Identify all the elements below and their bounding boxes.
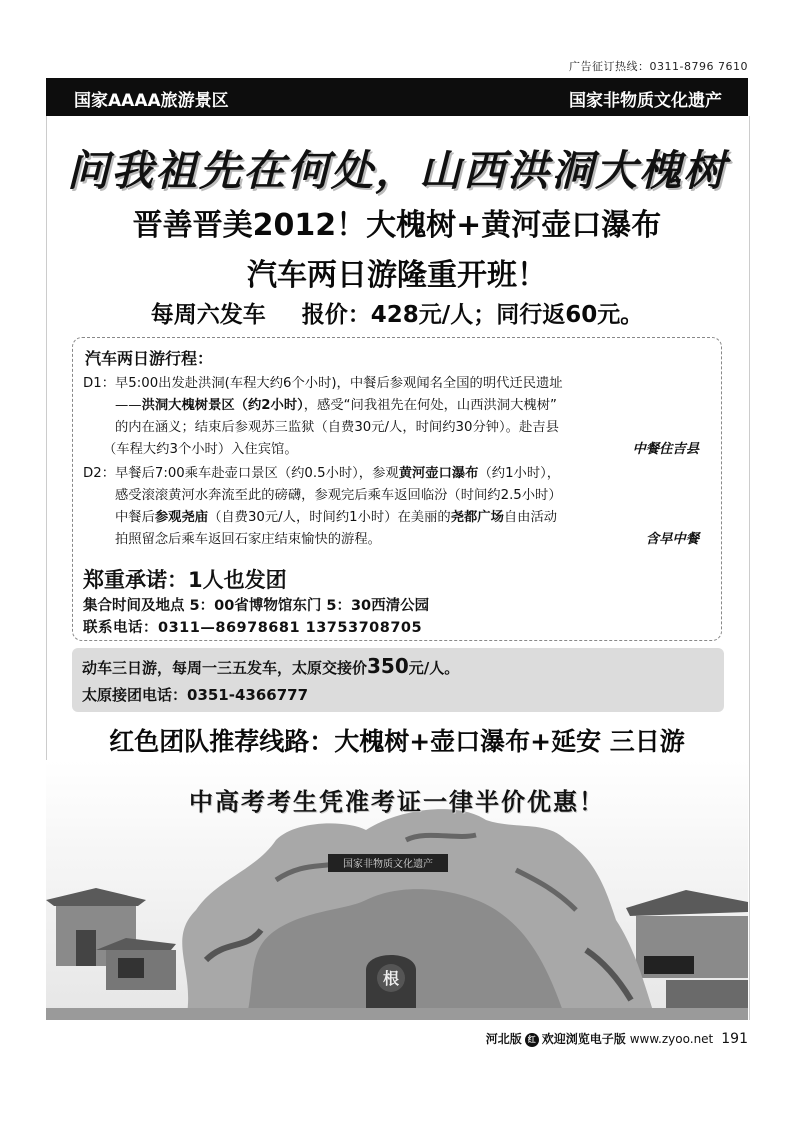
headline-1: 晋善晋美2012！大槐树+黄河壶口瀑布 [132, 208, 662, 243]
slogan: 问我祖先在何处，山西洪洞大槐树 [66, 146, 727, 195]
train-price: 350 [367, 654, 409, 678]
promise: 郑重承诺：1人也发团 [83, 568, 287, 592]
contact-phone: 联系电话：0311—86978681 13753708705 [83, 620, 423, 636]
plaque-text: 国家非物质文化遗产 [343, 859, 433, 870]
day1-line4: （车程大约3个小时）入住宾馆。 [103, 442, 298, 457]
hotline: 广告征订热线：0311-8796 7610 [569, 60, 748, 73]
itinerary-box [72, 337, 722, 641]
day2-meals: 含早中餐 [645, 532, 699, 547]
train-tour-line2: 太原接团电话：0351-4366777 [82, 686, 309, 704]
meeting-info: 集合时间及地点 5：00省博物馆东门 5：30西清公园 [83, 598, 430, 614]
day1-line2: ——洪洞大槐树景区（约2小时），感受“问我祖先在何处，山西洪洞大槐树” [115, 398, 557, 413]
gate-character: 根 [382, 969, 400, 988]
day1-line1: D1：早5:00出发赴洪洞(车程大约6个小时)，中餐后参观闻名全国的明代迁民遗址 [83, 376, 563, 391]
site-link[interactable]: www.zyoo.net [629, 1032, 714, 1046]
price: 报价：428元/人；同行返60元。 [301, 302, 644, 328]
day2-line1: D2：早餐后7:00乘车赴壶口景区（约0.5小时），参观黄河壶口瀑布（约1小时）， [83, 466, 561, 481]
heritage-plaque [328, 854, 448, 872]
exam-offer: 中高考考生凭准考证一律半价优惠！ [189, 788, 605, 816]
heritage-label: 国家非物质文化遗产 [569, 91, 722, 111]
magazine-logo-icon: 红 [525, 1033, 539, 1047]
edition: 河北版 [485, 1032, 522, 1046]
day2-line3: 中餐后参观尧庙（自费30元/人，时间约1小时）在美丽的尧都广场自由活动 [115, 510, 558, 525]
day2-line4: 拍照留念后乘车返回石家庄结束愉快的游程。 [115, 532, 381, 547]
scenic-level-label: 国家AAAA旅游景区 [74, 91, 229, 111]
train-tour-line1: 动车三日游，每周一三五发车，太原交接价350元/人。 [82, 654, 460, 678]
itinerary-title: 汽车两日游行程： [85, 349, 214, 368]
red-route: 红色团队推荐线路：大槐树+壶口瀑布+延安 三日游 [109, 727, 685, 756]
footer [486, 1030, 748, 1047]
day2-line2: 感受滚滚黄河水奔流至此的磅礴，参观完后乘车返回临汾（时间约2.5小时） [115, 488, 562, 503]
day1-line3: 的内在涵义；结束后参观苏三监狱（自费30元/人，时间约30分钟）。赴吉县 [115, 420, 559, 435]
train-tour-box [72, 648, 724, 712]
schedule: 每周六发车 [150, 302, 266, 328]
headline-2: 汽车两日游隆重开班！ [247, 258, 547, 293]
day1-meals: 中餐住吉县 [632, 442, 699, 457]
welcome-text: 欢迎浏览电子版 [541, 1032, 626, 1046]
top-banner [46, 78, 748, 116]
price-line [46, 296, 748, 329]
page-number: 191 [721, 1031, 748, 1047]
day2-label: D2： [83, 466, 115, 481]
day1-label: D1： [83, 376, 115, 391]
